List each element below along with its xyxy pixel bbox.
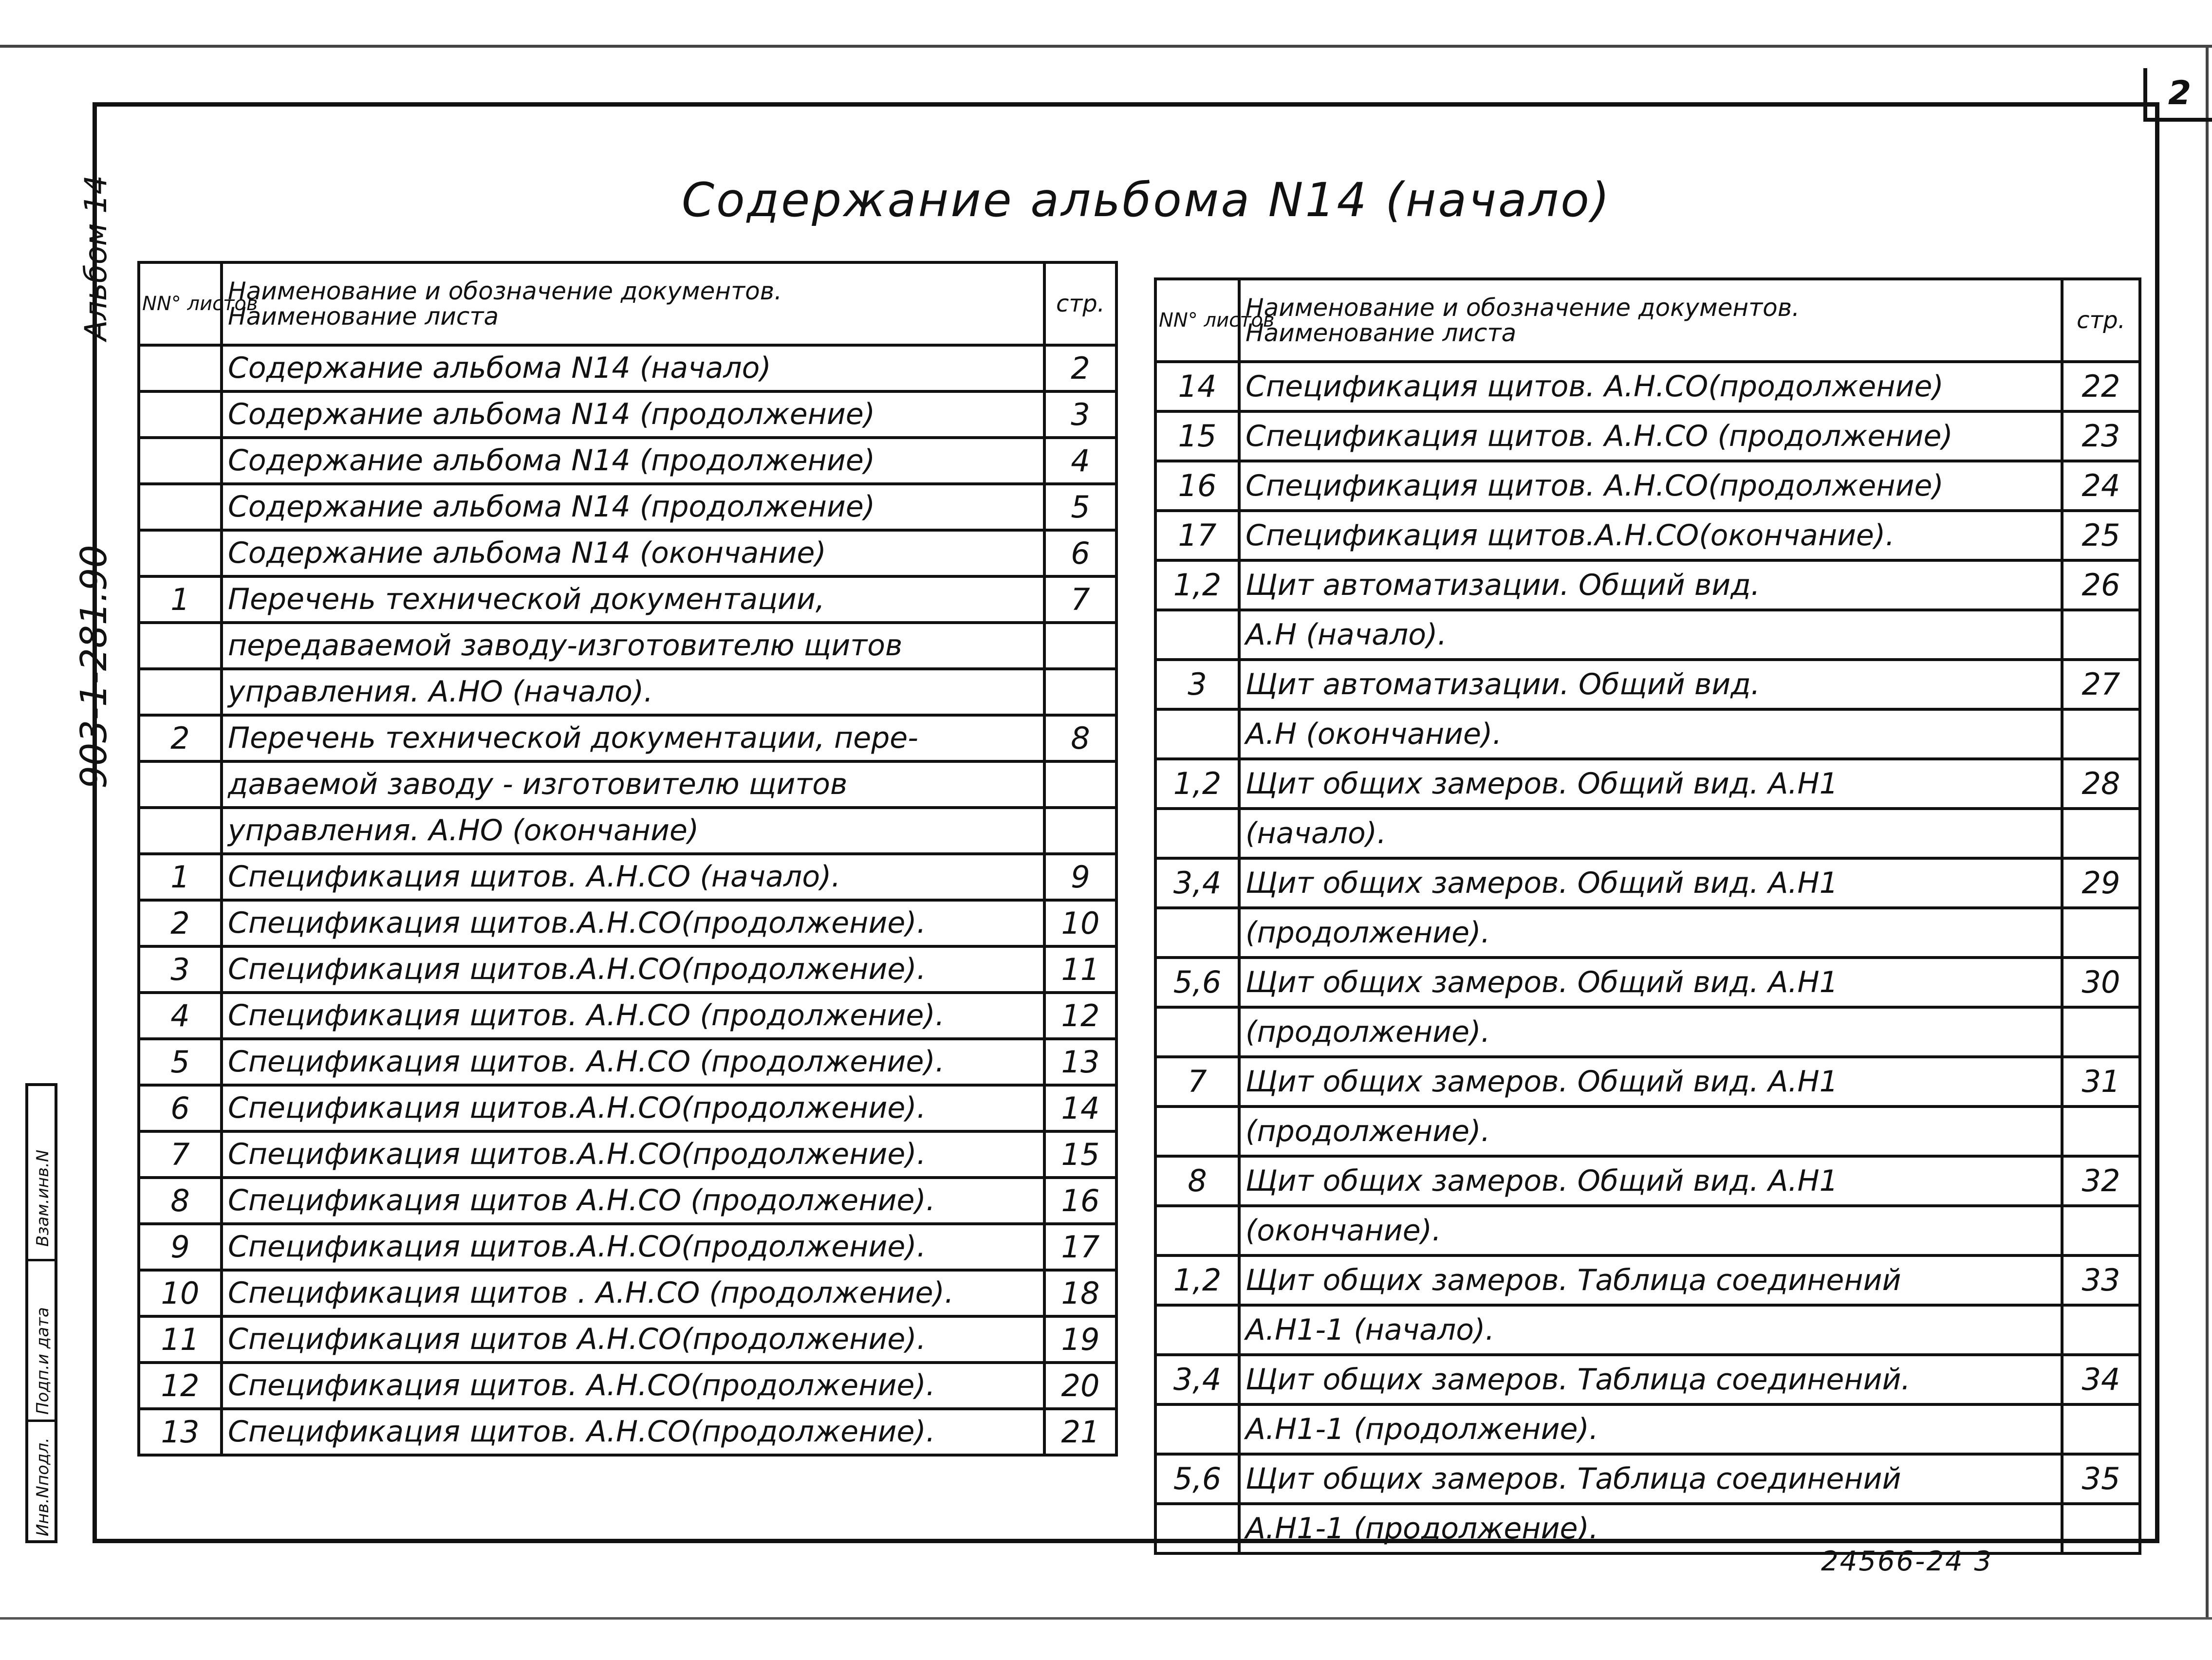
row-page bbox=[2062, 908, 2140, 958]
row-num bbox=[1155, 1206, 1239, 1255]
row-name: (продолжение). bbox=[1239, 1107, 2062, 1156]
row-page: 29 bbox=[2062, 858, 2140, 908]
header-name bbox=[222, 262, 1044, 345]
table-row bbox=[1155, 958, 2140, 1007]
row-name: Содержание альбома N14 (продолжение) bbox=[222, 391, 1044, 438]
side-album-text: Альбом 14 bbox=[78, 175, 113, 341]
row-num: 6 bbox=[139, 1085, 222, 1131]
contents-table-left bbox=[137, 261, 1118, 1457]
row-name: Содержание альбома N14 (окончание) bbox=[222, 530, 1044, 576]
row-page: 16 bbox=[1044, 1178, 1116, 1224]
row-num: 2 bbox=[139, 900, 222, 946]
row-page bbox=[2062, 1107, 2140, 1156]
row-name: Щит общих замеров. Общий вид. А.Н1 bbox=[1239, 1057, 2062, 1107]
row-page bbox=[2062, 1305, 2140, 1355]
table-row bbox=[1155, 1255, 2140, 1305]
row-num bbox=[1155, 809, 1239, 858]
row-name: Щит общих замеров. Таблица соединений bbox=[1239, 1454, 2062, 1504]
row-num bbox=[1155, 1404, 1239, 1454]
header-page: стр. bbox=[1044, 262, 1116, 345]
header-num: NN° листов bbox=[139, 262, 222, 345]
row-name: Щит автоматизации. Общий вид. bbox=[1239, 560, 2062, 610]
row-num: 1,2 bbox=[1155, 1255, 1239, 1305]
header-name-line1: Наименование и обозначение документов. bbox=[228, 277, 782, 305]
row-page: 21 bbox=[1044, 1409, 1116, 1455]
row-name: (начало). bbox=[1239, 809, 2062, 858]
row-page: 6 bbox=[1044, 530, 1116, 576]
row-name: А.Н1-1 (начало). bbox=[1239, 1305, 2062, 1355]
row-page: 18 bbox=[1044, 1270, 1116, 1316]
header-name-line2: Наименование листа bbox=[228, 302, 499, 331]
row-num: 8 bbox=[1155, 1156, 1239, 1206]
row-num: 15 bbox=[1155, 411, 1239, 461]
row-name: (продолжение). bbox=[1239, 1007, 2062, 1057]
header-name-line1: Наименование и обозначение документов. bbox=[1245, 293, 1800, 322]
table-row bbox=[139, 715, 1116, 761]
outer-border-bottom bbox=[0, 1617, 2212, 1620]
row-page bbox=[1044, 669, 1116, 715]
row-name: Спецификация щитов. А.Н.СО(продолжение) bbox=[1239, 362, 2062, 411]
row-name: даваемой заводу - изготовителю щитов bbox=[222, 761, 1044, 808]
row-name: Спецификация щитов. А.Н.СО (продолжение). bbox=[222, 993, 1044, 1039]
row-name: Спецификация щитов. А.Н.СО(продолжение). bbox=[222, 1409, 1044, 1455]
table-row bbox=[139, 345, 1116, 391]
table-row bbox=[139, 484, 1116, 530]
row-name: А.Н (начало). bbox=[1239, 610, 2062, 660]
table-row bbox=[1155, 759, 2140, 809]
row-page: 23 bbox=[2062, 411, 2140, 461]
row-page bbox=[2062, 610, 2140, 660]
row-num: 1,2 bbox=[1155, 759, 1239, 809]
row-page: 34 bbox=[2062, 1355, 2140, 1404]
row-page bbox=[1044, 761, 1116, 808]
table-row bbox=[1155, 411, 2140, 461]
row-num bbox=[139, 761, 222, 808]
row-page bbox=[2062, 709, 2140, 759]
row-name: передаваемой заводу-изготовителю щитов bbox=[222, 623, 1044, 669]
footer-code: 24566-24 3 bbox=[1821, 1546, 1993, 1577]
table-row bbox=[1155, 709, 2140, 759]
row-page: 35 bbox=[2062, 1454, 2140, 1504]
row-num: 1 bbox=[139, 854, 222, 900]
row-name: Спецификация щитов. А.Н.СО (начало). bbox=[222, 854, 1044, 900]
row-page bbox=[1044, 623, 1116, 669]
page-title: Содержание альбома N14 (начало) bbox=[682, 173, 1612, 227]
row-name: Спецификация щитов А.Н.СО(продолжение). bbox=[222, 1316, 1044, 1363]
row-num: 2 bbox=[139, 715, 222, 761]
row-page: 30 bbox=[2062, 958, 2140, 1007]
row-page: 10 bbox=[1044, 900, 1116, 946]
row-name: (продолжение). bbox=[1239, 908, 2062, 958]
table-row bbox=[1155, 1305, 2140, 1355]
row-num bbox=[139, 438, 222, 484]
header-page: стр. bbox=[2062, 279, 2140, 362]
table-row bbox=[1155, 1206, 2140, 1255]
row-name: Спецификация щитов. А.Н.СО(продолжение) bbox=[1239, 461, 2062, 511]
row-page: 22 bbox=[2062, 362, 2140, 411]
row-num: 8 bbox=[139, 1178, 222, 1224]
row-page: 4 bbox=[1044, 438, 1116, 484]
row-page: 7 bbox=[1044, 576, 1116, 623]
row-num bbox=[1155, 1007, 1239, 1057]
table-row bbox=[139, 854, 1116, 900]
table-row bbox=[139, 438, 1116, 484]
row-page: 28 bbox=[2062, 759, 2140, 809]
row-num: 1 bbox=[139, 576, 222, 623]
table-row bbox=[139, 1178, 1116, 1224]
row-num bbox=[1155, 1305, 1239, 1355]
row-num bbox=[1155, 1107, 1239, 1156]
row-num bbox=[1155, 908, 1239, 958]
table-row bbox=[1155, 461, 2140, 511]
row-name: управления. А.НО (окончание) bbox=[222, 808, 1044, 854]
row-num: 14 bbox=[1155, 362, 1239, 411]
table-row bbox=[139, 1270, 1116, 1316]
table-row bbox=[139, 623, 1116, 669]
row-num bbox=[139, 484, 222, 530]
row-page: 3 bbox=[1044, 391, 1116, 438]
row-num bbox=[139, 345, 222, 391]
row-name: А.Н (окончание). bbox=[1239, 709, 2062, 759]
row-num bbox=[1155, 1504, 1239, 1553]
table-row bbox=[139, 1039, 1116, 1085]
table-row bbox=[1155, 1107, 2140, 1156]
row-page: 11 bbox=[1044, 946, 1116, 993]
table-row bbox=[139, 530, 1116, 576]
row-num bbox=[139, 530, 222, 576]
table-row bbox=[139, 1224, 1116, 1270]
row-name: Содержание альбома N14 (продолжение) bbox=[222, 438, 1044, 484]
header-num: NN° листов bbox=[1155, 279, 1239, 362]
table-row bbox=[1155, 858, 2140, 908]
row-page bbox=[2062, 1206, 2140, 1255]
row-name: Щит автоматизации. Общий вид. bbox=[1239, 660, 2062, 709]
stamp-sign-date: Подп.и дата bbox=[28, 1261, 55, 1422]
table-row bbox=[139, 1085, 1116, 1131]
row-page bbox=[1044, 808, 1116, 854]
row-name: Спецификация щитов.А.Н.СО(окончание). bbox=[1239, 511, 2062, 560]
table-row bbox=[139, 1316, 1116, 1363]
outer-border-top bbox=[0, 45, 2212, 48]
table-row bbox=[139, 1363, 1116, 1409]
row-name: Щит общих замеров. Таблица соединений bbox=[1239, 1255, 2062, 1305]
row-num: 9 bbox=[139, 1224, 222, 1270]
row-page: 15 bbox=[1044, 1131, 1116, 1178]
row-name: А.Н1-1 (продолжение). bbox=[1239, 1504, 2062, 1553]
table-row bbox=[1155, 1156, 2140, 1206]
row-num: 11 bbox=[139, 1316, 222, 1363]
row-page: 24 bbox=[2062, 461, 2140, 511]
row-num: 10 bbox=[139, 1270, 222, 1316]
table-row bbox=[1155, 809, 2140, 858]
stamp-inv-orig: Инв.Nподл. bbox=[33, 1437, 53, 1536]
row-page: 12 bbox=[1044, 993, 1116, 1039]
row-num bbox=[139, 391, 222, 438]
row-name: Содержание альбома N14 (начало) bbox=[222, 345, 1044, 391]
contents-body-right bbox=[1155, 362, 2140, 1553]
row-name: Щит общих замеров. Общий вид. А.Н1 bbox=[1239, 1156, 2062, 1206]
table-row bbox=[1155, 362, 2140, 411]
row-name: Спецификация щитов. А.Н.СО (продолжение) bbox=[1239, 411, 2062, 461]
row-num: 3 bbox=[1155, 660, 1239, 709]
row-num: 3,4 bbox=[1155, 1355, 1239, 1404]
row-name: Перечень технической документации, пере- bbox=[222, 715, 1044, 761]
row-num: 4 bbox=[139, 993, 222, 1039]
row-page bbox=[2062, 1504, 2140, 1553]
table-row bbox=[1155, 610, 2140, 660]
row-name: Щит общих замеров. Общий вид. А.Н1 bbox=[1239, 958, 2062, 1007]
table-row bbox=[1155, 1454, 2140, 1504]
table-row bbox=[1155, 1355, 2140, 1404]
row-page: 5 bbox=[1044, 484, 1116, 530]
row-num: 3,4 bbox=[1155, 858, 1239, 908]
table-row bbox=[139, 761, 1116, 808]
row-page: 14 bbox=[1044, 1085, 1116, 1131]
row-page: 26 bbox=[2062, 560, 2140, 610]
table-row bbox=[1155, 511, 2140, 560]
row-name: Спецификация щитов.А.Н.СО(продолжение). bbox=[222, 900, 1044, 946]
row-name: Щит общих замеров. Таблица соединений. bbox=[1239, 1355, 2062, 1404]
row-name: Спецификация щитов. А.Н.СО (продолжение). bbox=[222, 1039, 1044, 1085]
row-num: 5,6 bbox=[1155, 1454, 1239, 1504]
row-name: Содержание альбома N14 (продолжение) bbox=[222, 484, 1044, 530]
row-page bbox=[2062, 1007, 2140, 1057]
row-name: Спецификация щитов.А.Н.СО(продолжение). bbox=[222, 1131, 1044, 1178]
table-row bbox=[1155, 1057, 2140, 1107]
row-page: 19 bbox=[1044, 1316, 1116, 1363]
table-row bbox=[1155, 1007, 2140, 1057]
row-num: 5 bbox=[139, 1039, 222, 1085]
row-page bbox=[2062, 1404, 2140, 1454]
row-page: 8 bbox=[1044, 715, 1116, 761]
row-num: 7 bbox=[139, 1131, 222, 1178]
side-stamp bbox=[25, 1083, 57, 1543]
table-row bbox=[139, 1131, 1116, 1178]
table-row bbox=[139, 808, 1116, 854]
row-name: (окончание). bbox=[1239, 1206, 2062, 1255]
row-page: 17 bbox=[1044, 1224, 1116, 1270]
row-num: 16 bbox=[1155, 461, 1239, 511]
row-num: 5,6 bbox=[1155, 958, 1239, 1007]
row-page: 20 bbox=[1044, 1363, 1116, 1409]
table-row bbox=[1155, 908, 2140, 958]
row-num bbox=[139, 808, 222, 854]
row-num bbox=[1155, 709, 1239, 759]
row-num bbox=[139, 669, 222, 715]
row-page: 9 bbox=[1044, 854, 1116, 900]
header-name-line2: Наименование листа bbox=[1245, 319, 1517, 347]
table-row bbox=[1155, 1404, 2140, 1454]
header-name bbox=[1239, 279, 2062, 362]
row-page: 13 bbox=[1044, 1039, 1116, 1085]
row-page: 33 bbox=[2062, 1255, 2140, 1305]
row-name: Щит общих замеров. Общий вид. А.Н1 bbox=[1239, 858, 2062, 908]
table-row bbox=[139, 946, 1116, 993]
table-row bbox=[139, 993, 1116, 1039]
row-page: 27 bbox=[2062, 660, 2140, 709]
row-num: 3 bbox=[139, 946, 222, 993]
outer-border-right bbox=[2206, 45, 2209, 1617]
row-num: 13 bbox=[139, 1409, 222, 1455]
row-page: 31 bbox=[2062, 1057, 2140, 1107]
contents-table-right bbox=[1154, 277, 2141, 1555]
row-name: управления. А.НО (начало). bbox=[222, 669, 1044, 715]
row-page: 2 bbox=[1044, 345, 1116, 391]
row-name: Спецификация щитов. А.Н.СО(продолжение). bbox=[222, 1363, 1044, 1409]
row-page: 25 bbox=[2062, 511, 2140, 560]
contents-body-left bbox=[139, 345, 1116, 1455]
table-row bbox=[139, 576, 1116, 623]
table-row bbox=[1155, 660, 2140, 709]
row-num: 12 bbox=[139, 1363, 222, 1409]
row-name: Перечень технической документации, bbox=[222, 576, 1044, 623]
table-row bbox=[139, 900, 1116, 946]
row-name: Щит общих замеров. Общий вид. А.Н1 bbox=[1239, 759, 2062, 809]
row-name: Спецификация щитов А.Н.СО (продолжение). bbox=[222, 1178, 1044, 1224]
side-code-text: 903-1-281.90 bbox=[73, 545, 115, 789]
row-page bbox=[2062, 809, 2140, 858]
row-num bbox=[1155, 610, 1239, 660]
row-name: А.Н1-1 (продолжение). bbox=[1239, 1404, 2062, 1454]
row-num: 7 bbox=[1155, 1057, 1239, 1107]
table-row bbox=[139, 391, 1116, 438]
row-num bbox=[139, 623, 222, 669]
stamp-replace-inv: Взам.инв.N bbox=[28, 1086, 55, 1261]
table-row bbox=[139, 669, 1116, 715]
table-row bbox=[1155, 560, 2140, 610]
row-num: 17 bbox=[1155, 511, 1239, 560]
row-name: Спецификация щитов . А.Н.СО (продолжение). bbox=[222, 1270, 1044, 1316]
row-name: Спецификация щитов.А.Н.СО(продолжение). bbox=[222, 946, 1044, 993]
row-num: 1,2 bbox=[1155, 560, 1239, 610]
row-name: Спецификация щитов.А.Н.СО(продолжение). bbox=[222, 1085, 1044, 1131]
row-page: 32 bbox=[2062, 1156, 2140, 1206]
row-name: Спецификация щитов.А.Н.СО(продолжение). bbox=[222, 1224, 1044, 1270]
sheet-number: 2 bbox=[2143, 68, 2212, 122]
table-row bbox=[139, 1409, 1116, 1455]
